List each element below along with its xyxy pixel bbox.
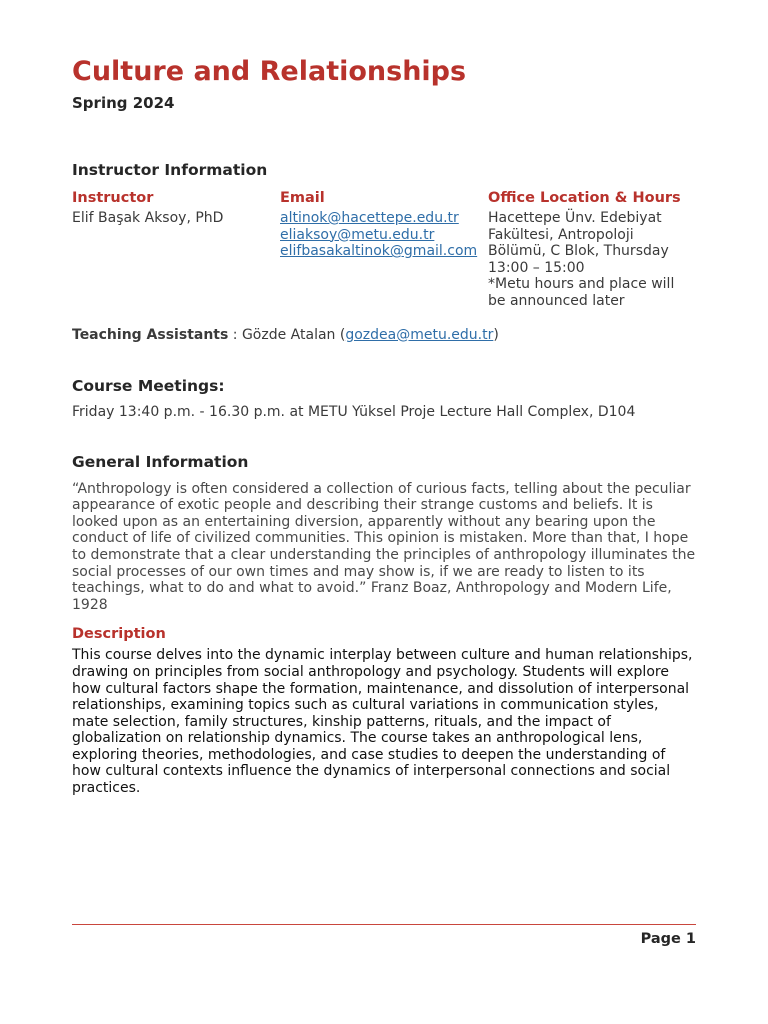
ta-close: ) bbox=[493, 326, 499, 343]
instructor-info-table bbox=[72, 189, 696, 310]
instructor-label: Instructor bbox=[72, 190, 154, 206]
description-heading: Description bbox=[72, 626, 166, 643]
office-line: be announced later bbox=[488, 292, 625, 309]
instructor-name: Elif Başak Aksoy, PhD bbox=[72, 210, 224, 226]
general-info-heading: General Information bbox=[72, 452, 249, 471]
instructor-column bbox=[72, 189, 280, 310]
page-number: Page 1 bbox=[640, 931, 696, 947]
office-line: *Metu hours and place will bbox=[488, 276, 675, 293]
email-link-hacettepe[interactable]: altinok@hacettepe.edu.tr bbox=[280, 210, 459, 226]
office-column bbox=[488, 189, 696, 310]
ta-label: Teaching Assistants bbox=[72, 326, 229, 343]
term-label: Spring 2024 bbox=[72, 94, 175, 112]
course-meetings-text: Friday 13:40 p.m. - 16.30 p.m. at METU Yüksel Proje Lecture Hall Complex, D104 bbox=[72, 403, 636, 420]
email-link-gmail[interactable]: elifbasakaltinok@gmail.com bbox=[280, 243, 478, 260]
anthropology-quote: “Anthropology is often considered a collection of curious facts, telling about the peculiar appearance of exotic people and describing their strange customs and beliefs. It is looked upon as an entertaining diversion, apparently without any bearing upon the conduct of life of civilized communities. This opinion is mistaken. More than that, I hope to demonstrate that a clear understanding the principles of anthropology illuminates the social processes of our own times and may show is, if we are ready to listen to its teachings, what to do and what to avoid.” Franz Boaz, Anthropology and Modern Life, 1928 bbox=[72, 480, 696, 613]
office-line: Fakültesi, Antropoloji bbox=[488, 226, 634, 243]
document-page bbox=[72, 52, 696, 797]
email-label: Email bbox=[280, 190, 325, 206]
description-text: This course delves into the dynamic interplay between culture and human relationships, drawing on principles from social anthropology and psychology. Students will explore how cultural factors shape the formation, maintenance, and dissolution of interpersonal relationships, examining topics such as cultural variations in communication styles, mate selection, family structures, kinship patterns, rituals, and the impact of globalization on relationship dynamics. The course takes an anthropological lens, exploring theories, methodologies, and case studies to deepen the understanding of how cultural contexts influence the dynamics of interpersonal connections and social practices. bbox=[72, 647, 693, 797]
ta-separator: : bbox=[228, 326, 242, 343]
email-column bbox=[280, 189, 488, 310]
teaching-assistants bbox=[72, 326, 696, 344]
ta-name: Gözde Atalan ( bbox=[241, 326, 346, 343]
office-label: Office Location & Hours bbox=[488, 190, 681, 206]
email-link-metu[interactable]: eliaksoy@metu.edu.tr bbox=[280, 226, 435, 243]
ta-email-link[interactable]: gozdea@metu.edu.tr bbox=[345, 326, 494, 343]
instructor-info-heading: Instructor Information bbox=[72, 161, 268, 179]
page-title: Culture and Relationships bbox=[72, 56, 467, 87]
office-line: 13:00 – 15:00 bbox=[488, 259, 585, 276]
footer-divider bbox=[72, 924, 696, 925]
course-meetings-heading: Course Meetings: bbox=[72, 376, 225, 395]
office-line: Bölümü, C Blok, Thursday bbox=[488, 243, 669, 260]
office-line: Hacettepe Ünv. Edebiyat bbox=[488, 210, 662, 226]
